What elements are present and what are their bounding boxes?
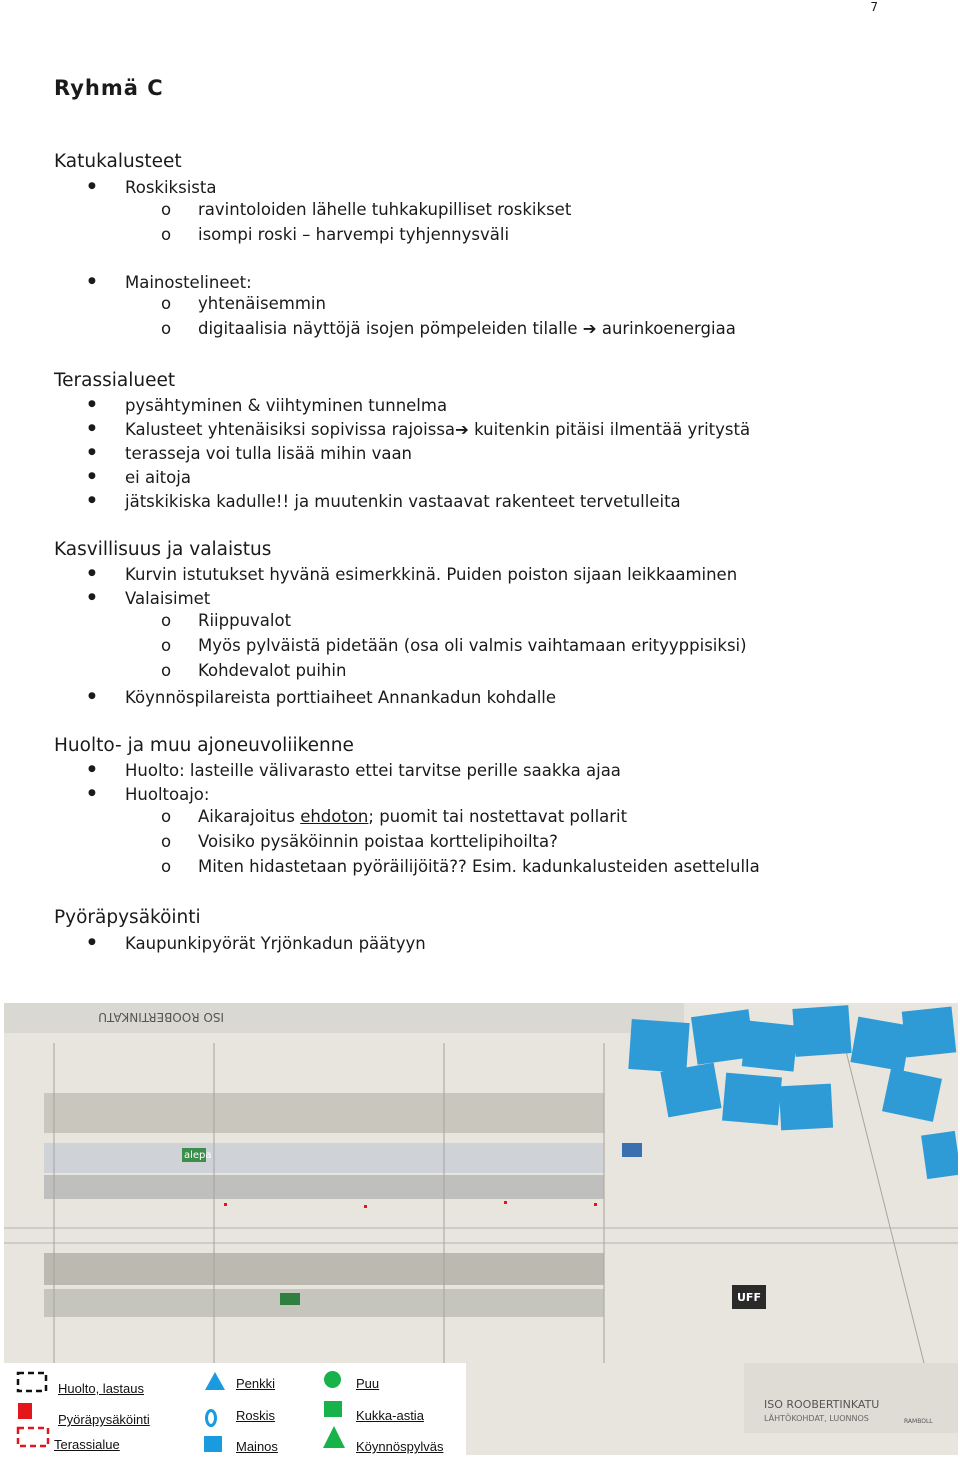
legend-huolto: Huolto, lastaus — [58, 1381, 144, 1396]
list-item: ● Kalusteet yhtenäisiksi sopivissa rajoissa➔ kuitenkin pitäisi ilmentää yritystä — [125, 420, 750, 439]
list-item: ● Kaupunkipyörät Yrjönkadun päätyyn — [125, 934, 426, 953]
blue-square-icon — [204, 1436, 222, 1452]
legend-kukka: Kukka-astia — [356, 1408, 424, 1423]
sub-list-item: o Aikarajoitus ehdoton; puomit tai nostettavat pollarit — [198, 807, 627, 826]
legend-roskis: Roskis — [236, 1408, 276, 1423]
legend-puu: Puu — [356, 1376, 380, 1391]
sub-list-item: o yhtenäisemmin — [198, 294, 326, 313]
list-item: ● Huolto: lasteille välivarasto ettei tarvitse perille saakka ajaa — [125, 761, 621, 780]
list-item: ● Kurvin istutukset hyvänä esimerkkinä. Puiden poiston sijaan leikkaaminen — [125, 565, 737, 584]
red-square-icon — [18, 1403, 32, 1419]
street-subtitle-label: LÄHTÖKOHDAT, LUONNOS — [764, 1414, 869, 1423]
sub-list-item: o Kohdevalot puihin — [198, 661, 346, 680]
green-circle-icon — [324, 1371, 341, 1388]
heading-katukalusteet: Katukalusteet — [54, 151, 182, 172]
sub-list-item: o Myös pylväistä pidetään (osa oli valmis vaihtamaan erityyppisiksi) — [198, 636, 747, 655]
list-item: ● terasseja voi tulla lisää mihin vaan — [125, 444, 412, 463]
legend-pyora: Pyöräpysäköinti — [58, 1412, 150, 1427]
sub-list-item: o Riippuvalot — [198, 611, 291, 630]
sub-list-item: o digitaalisia näyttöjä isojen pömpeleiden tilalle ➔ aurinkoenergiaa — [198, 319, 736, 338]
list-item: ● pysähtyminen & viihtyminen tunnelma — [125, 396, 447, 415]
legend-penkki: Penkki — [236, 1376, 276, 1391]
legend-koynnos: Köynnöspylväs — [356, 1439, 444, 1454]
street-title-label: ISO ROOBERTINKATU — [98, 1010, 224, 1024]
brand-label: RAMBOLL — [904, 1418, 933, 1425]
blue-triangle-icon — [204, 1371, 226, 1391]
legend-mainos: Mainos — [236, 1439, 278, 1454]
list-item: ● Mainostelineet: — [125, 273, 252, 292]
blue-ring-icon — [204, 1408, 218, 1428]
sub-list-item: o Miten hidastetaan pyöräilijöitä?? Esim. kadunkalusteiden asettelulla — [198, 857, 760, 876]
list-item: ● Roskiksista — [125, 178, 216, 197]
list-item: ● Köynnöspilareista porttiaiheet Annankadun kohdalle — [125, 688, 556, 707]
legend-terassi: Terassialue — [54, 1437, 120, 1452]
green-triangle-icon — [322, 1425, 346, 1449]
street-title-label-2: ISO ROOBERTINKATU — [764, 1398, 880, 1411]
heading-huolto: Huolto- ja muu ajoneuvoliikenne — [54, 735, 354, 756]
list-item: ● Valaisimet — [125, 589, 210, 608]
store-alepa-label: alepa — [184, 1150, 212, 1161]
sub-list-item: o Voisiko pysäköinnin poistaa korttelipihoilta? — [198, 832, 558, 851]
dashed-black-rect-icon — [16, 1371, 48, 1393]
list-item: ● ei aitoja — [125, 468, 191, 487]
map-legend — [4, 1363, 466, 1457]
list-item: ● jätskikiska kadulle!! ja muutenkin vastaavat rakenteet tervetulleita — [125, 492, 681, 511]
store-uff-label: UFF — [737, 1291, 761, 1304]
dashed-red-rect-icon — [16, 1426, 50, 1448]
sub-list-item: o isompi roski – harvempi tyhjennysväli — [198, 225, 509, 244]
heading-pyorapysakointi: Pyöräpysäköinti — [54, 907, 201, 928]
page-title: Ryhmä C — [54, 76, 164, 100]
list-item: ● Huoltoajo: — [125, 785, 209, 804]
sub-list-item: o ravintoloiden lähelle tuhkakupilliset roskikset — [198, 200, 571, 219]
green-square-icon — [324, 1401, 342, 1417]
heading-kasvillisuus: Kasvillisuus ja valaistus — [54, 539, 272, 560]
heading-terassialueet: Terassialueet — [54, 370, 176, 391]
page-number: 7 — [870, 0, 878, 14]
